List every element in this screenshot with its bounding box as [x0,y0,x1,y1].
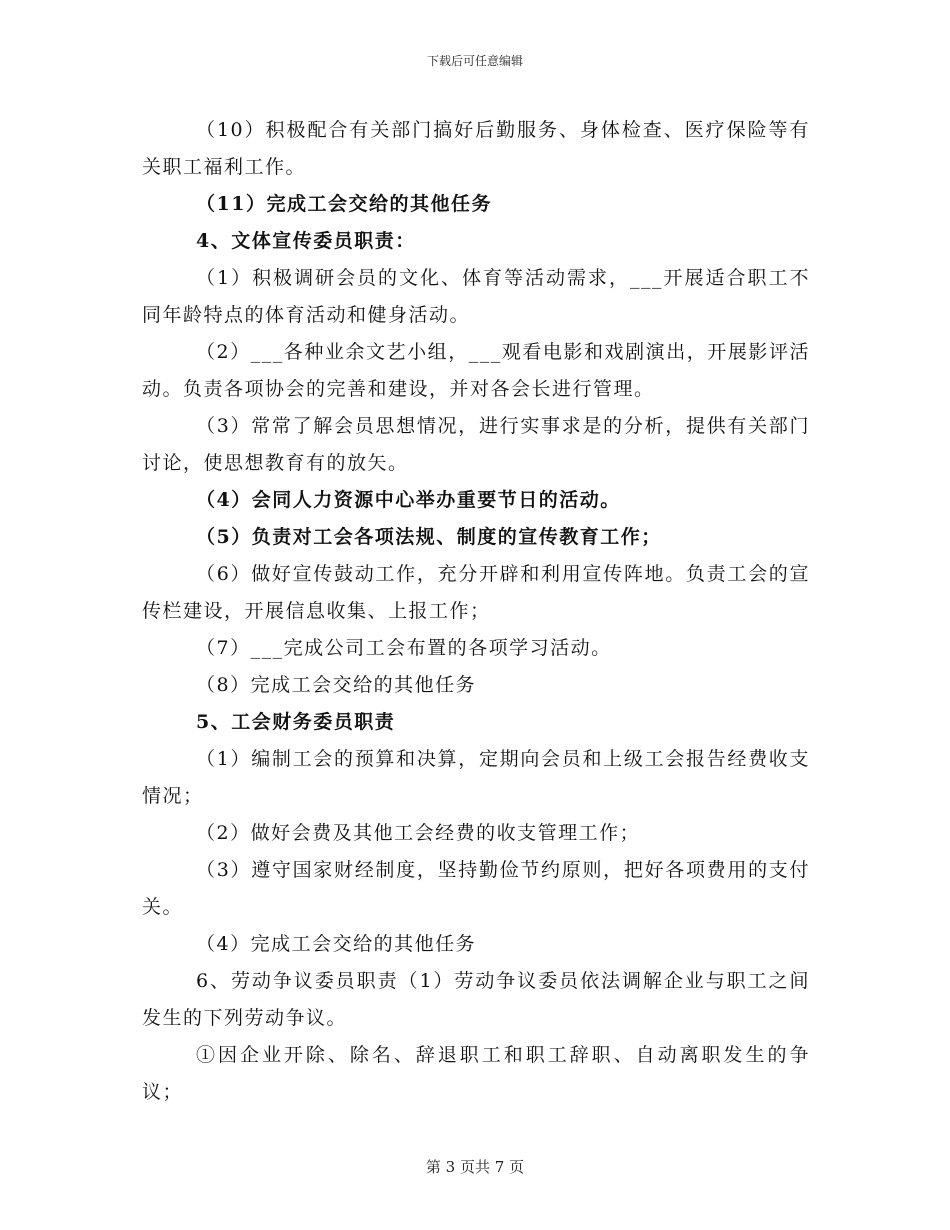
section-heading: 4、文体宣传委员职责： [196,230,416,252]
document-body [142,112,810,1111]
paragraph: （2）___各种业余文艺小组，___观看电影和戏剧演出，开展影评活动。负责各项协会的完善和建设，并对各会长进行管理。 [142,341,810,400]
paragraph: （11）完成工会交给的其他任务 [196,193,492,215]
paragraph: （1）积极调研会员的文化、体育等活动需求，___开展适合职工不同年龄特点的体育活动和健身活动。 [142,267,810,326]
paragraph: （8）完成工会交给的其他任务 [196,674,477,696]
paragraph: （1）编制工会的预算和决算，定期向会员和上级工会报告经费收支情况； [142,748,810,807]
paragraph: （2）做好会费及其他工会经费的收支管理工作； [196,822,641,844]
section-heading: 5、工会财务委员职责 [196,711,396,733]
paragraph: （6）做好宣传鼓动工作，充分开辟和利用宣传阵地。负责工会的宣传栏建设，开展信息收集、上报工作； [142,563,810,622]
paragraph: （3）常常了解会员思想情况，进行实事求是的分析，提供有关部门讨论，使思想教育有的放矢。 [142,415,810,474]
page-footer: 第 3 页共 7 页 [425,1158,525,1176]
paragraph: （4）完成工会交给的其他任务 [196,933,477,955]
page-header: 下载后可任意编辑 [426,54,523,68]
paragraph: （4）会同人力资源中心举办重要节日的活动。 [196,489,621,511]
paragraph: （7）___完成公司工会布置的各项学习活动。 [196,637,612,659]
paragraph: （5）负责对工会各项法规、制度的宣传教育工作； [196,526,662,548]
paragraph: （3）遵守国家财经制度，坚持勤俭节约原则，把好各项费用的支付关。 [142,859,810,918]
paragraph: （10）积极配合有关部门搞好后勤服务、身体检查、医疗保险等有关职工福利工作。 [142,119,810,178]
paragraph: 6、劳动争议委员职责（1）劳动争议委员依法调解企业与职工之间发生的下列劳动争议。 [142,970,810,1029]
paragraph: ①因企业开除、除名、辞退职工和职工辞职、自动离职发生的争议； [142,1044,810,1103]
